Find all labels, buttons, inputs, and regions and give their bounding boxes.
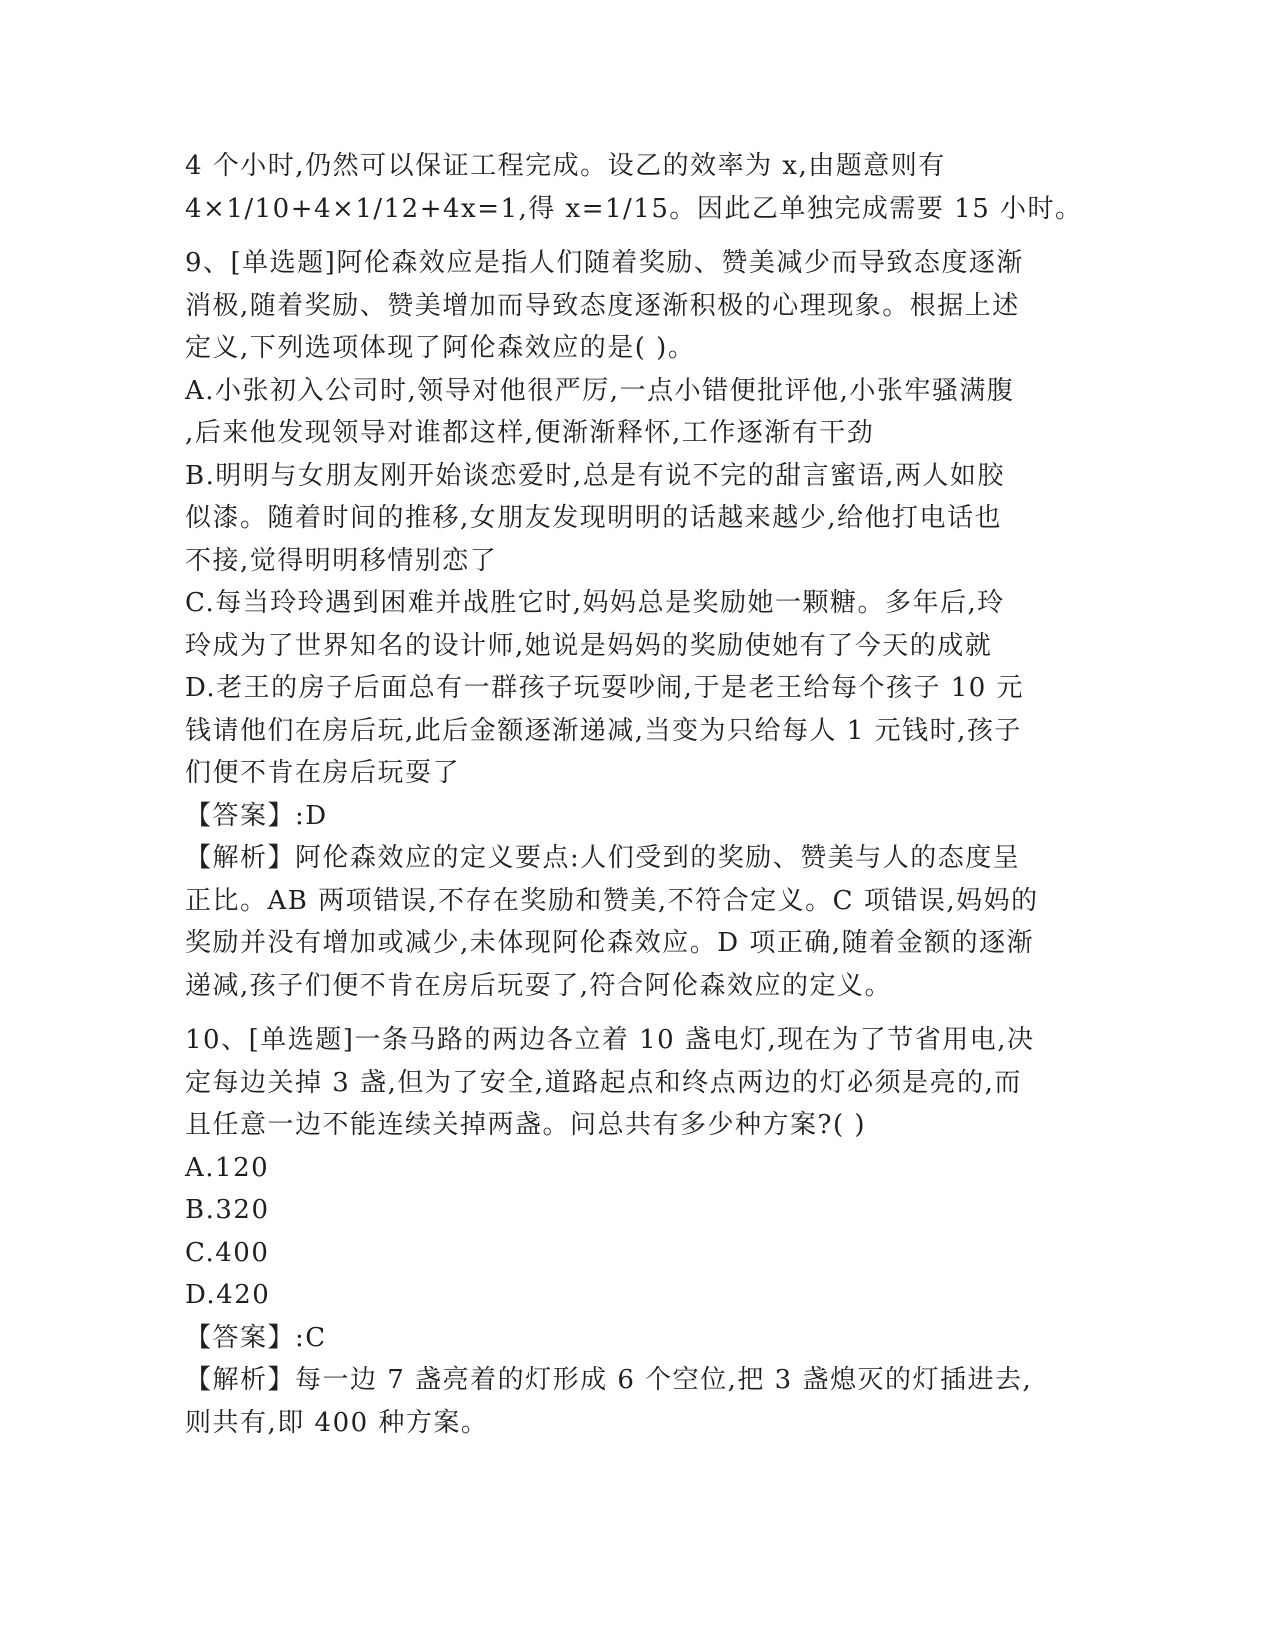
prev-explanation <box>185 145 1083 230</box>
question-9-option-d <box>185 667 1075 795</box>
option-line: ,后来他发现领导对谁都这样,便渐渐释怀,工作逐渐有干劲 <box>185 418 875 448</box>
document-body <box>185 145 1083 1444</box>
option-line: C.每当玲玲遇到困难并战胜它时,妈妈总是奖励她一颗糖。多年后,玲 <box>185 588 1005 618</box>
question-stem-line: 10、[单选题]一条马路的两边各立着 10 盏电灯,现在为了节省用电,决 <box>185 1025 1035 1055</box>
option-line: 不接,觉得明明移情别恋了 <box>185 545 498 576</box>
question-stem-line: 消极,随着奖励、赞美增加而导致态度逐渐积极的心理现象。根据上述 <box>185 290 1020 321</box>
explanation-line: 递减,孩子们便不肯在房后玩耍了,符合阿伦森效应的定义。 <box>185 970 893 1001</box>
question-9-explanation <box>185 837 1075 1007</box>
question-10-stem <box>185 1019 1075 1147</box>
question-10-options <box>185 1147 1075 1317</box>
question-stem-line: 定义,下列选项体现了阿伦森效应的是( )。 <box>185 333 696 363</box>
prev-explanation-line: 4 个小时,仍然可以保证工程完成。设乙的效率为 x,由题意则有 <box>185 151 946 181</box>
question-stem-line: 9、[单选题]阿伦森效应是指人们随着奖励、赞美减少而导致态度逐渐 <box>185 248 1024 278</box>
option-line: 似漆。随着时间的推移,女朋友发现明明的话越来越少,给他打电话也 <box>185 503 1003 533</box>
option-line: D.老王的房子后面总有一群孩子玩耍吵闹,于是老王给每个孩子 10 元 <box>185 673 1025 703</box>
question-10-option-c: C.400 <box>185 1237 270 1268</box>
explanation-line: 则共有,即 400 种方案。 <box>185 1407 489 1438</box>
option-line: B.明明与女朋友刚开始谈恋爱时,总是有说不完的甜言蜜语,两人如胶 <box>185 460 1005 491</box>
question-9-answer: 【答案】:D <box>185 800 328 831</box>
explanation-line: 【解析】阿伦森效应的定义要点:人们受到的奖励、赞美与人的态度呈 <box>185 843 1021 873</box>
question-10-answer: 【答案】:C <box>185 1322 327 1353</box>
question-10-option-b: B.320 <box>185 1195 270 1225</box>
prev-explanation-line: 4×1/10+4×1/12+4x=1,得 x=1/15。因此乙单独完成需要 15 小时。 <box>185 193 1083 224</box>
question-10-explanation <box>185 1359 1075 1444</box>
explanation-line: 【解析】每一边 7 盏亮着的灯形成 6 个空位,把 3 盏熄灭的灯插进去, <box>185 1365 1033 1395</box>
question-10 <box>185 1019 1075 1444</box>
option-line: 们便不肯在房后玩耍了 <box>185 758 461 788</box>
question-10-option-d: D.420 <box>185 1280 271 1310</box>
question-10-option-a: A.120 <box>185 1152 270 1183</box>
question-9 <box>185 242 1075 1007</box>
question-9-option-c <box>185 582 1075 667</box>
question-stem-line: 且任意一边不能连续关掉两盏。问总共有多少种方案?( ) <box>185 1110 866 1140</box>
option-line: 玲成为了世界知名的设计师,她说是妈妈的奖励使她有了今天的成就 <box>185 630 993 661</box>
explanation-line: 正比。AB 两项错误,不存在奖励和赞美,不符合定义。C 项错误,妈妈的 <box>185 885 1039 916</box>
question-9-stem <box>185 242 1075 370</box>
question-stem-line: 定每边关掉 3 盏,但为了安全,道路起点和终点两边的灯必须是亮的,而 <box>185 1067 1022 1098</box>
question-9-option-a <box>185 370 1075 455</box>
option-line: 钱请他们在房后玩,此后金额逐渐递减,当变为只给每人 1 元钱时,孩子 <box>185 715 1022 746</box>
option-line: A.小张初入公司时,领导对他很严厉,一点小错便批评他,小张牢骚满腹 <box>185 375 1015 406</box>
explanation-line: 奖励并没有增加或减少,未体现阿伦森效应。D 项正确,随着金额的逐渐 <box>185 928 1035 958</box>
question-9-option-b <box>185 455 1075 583</box>
